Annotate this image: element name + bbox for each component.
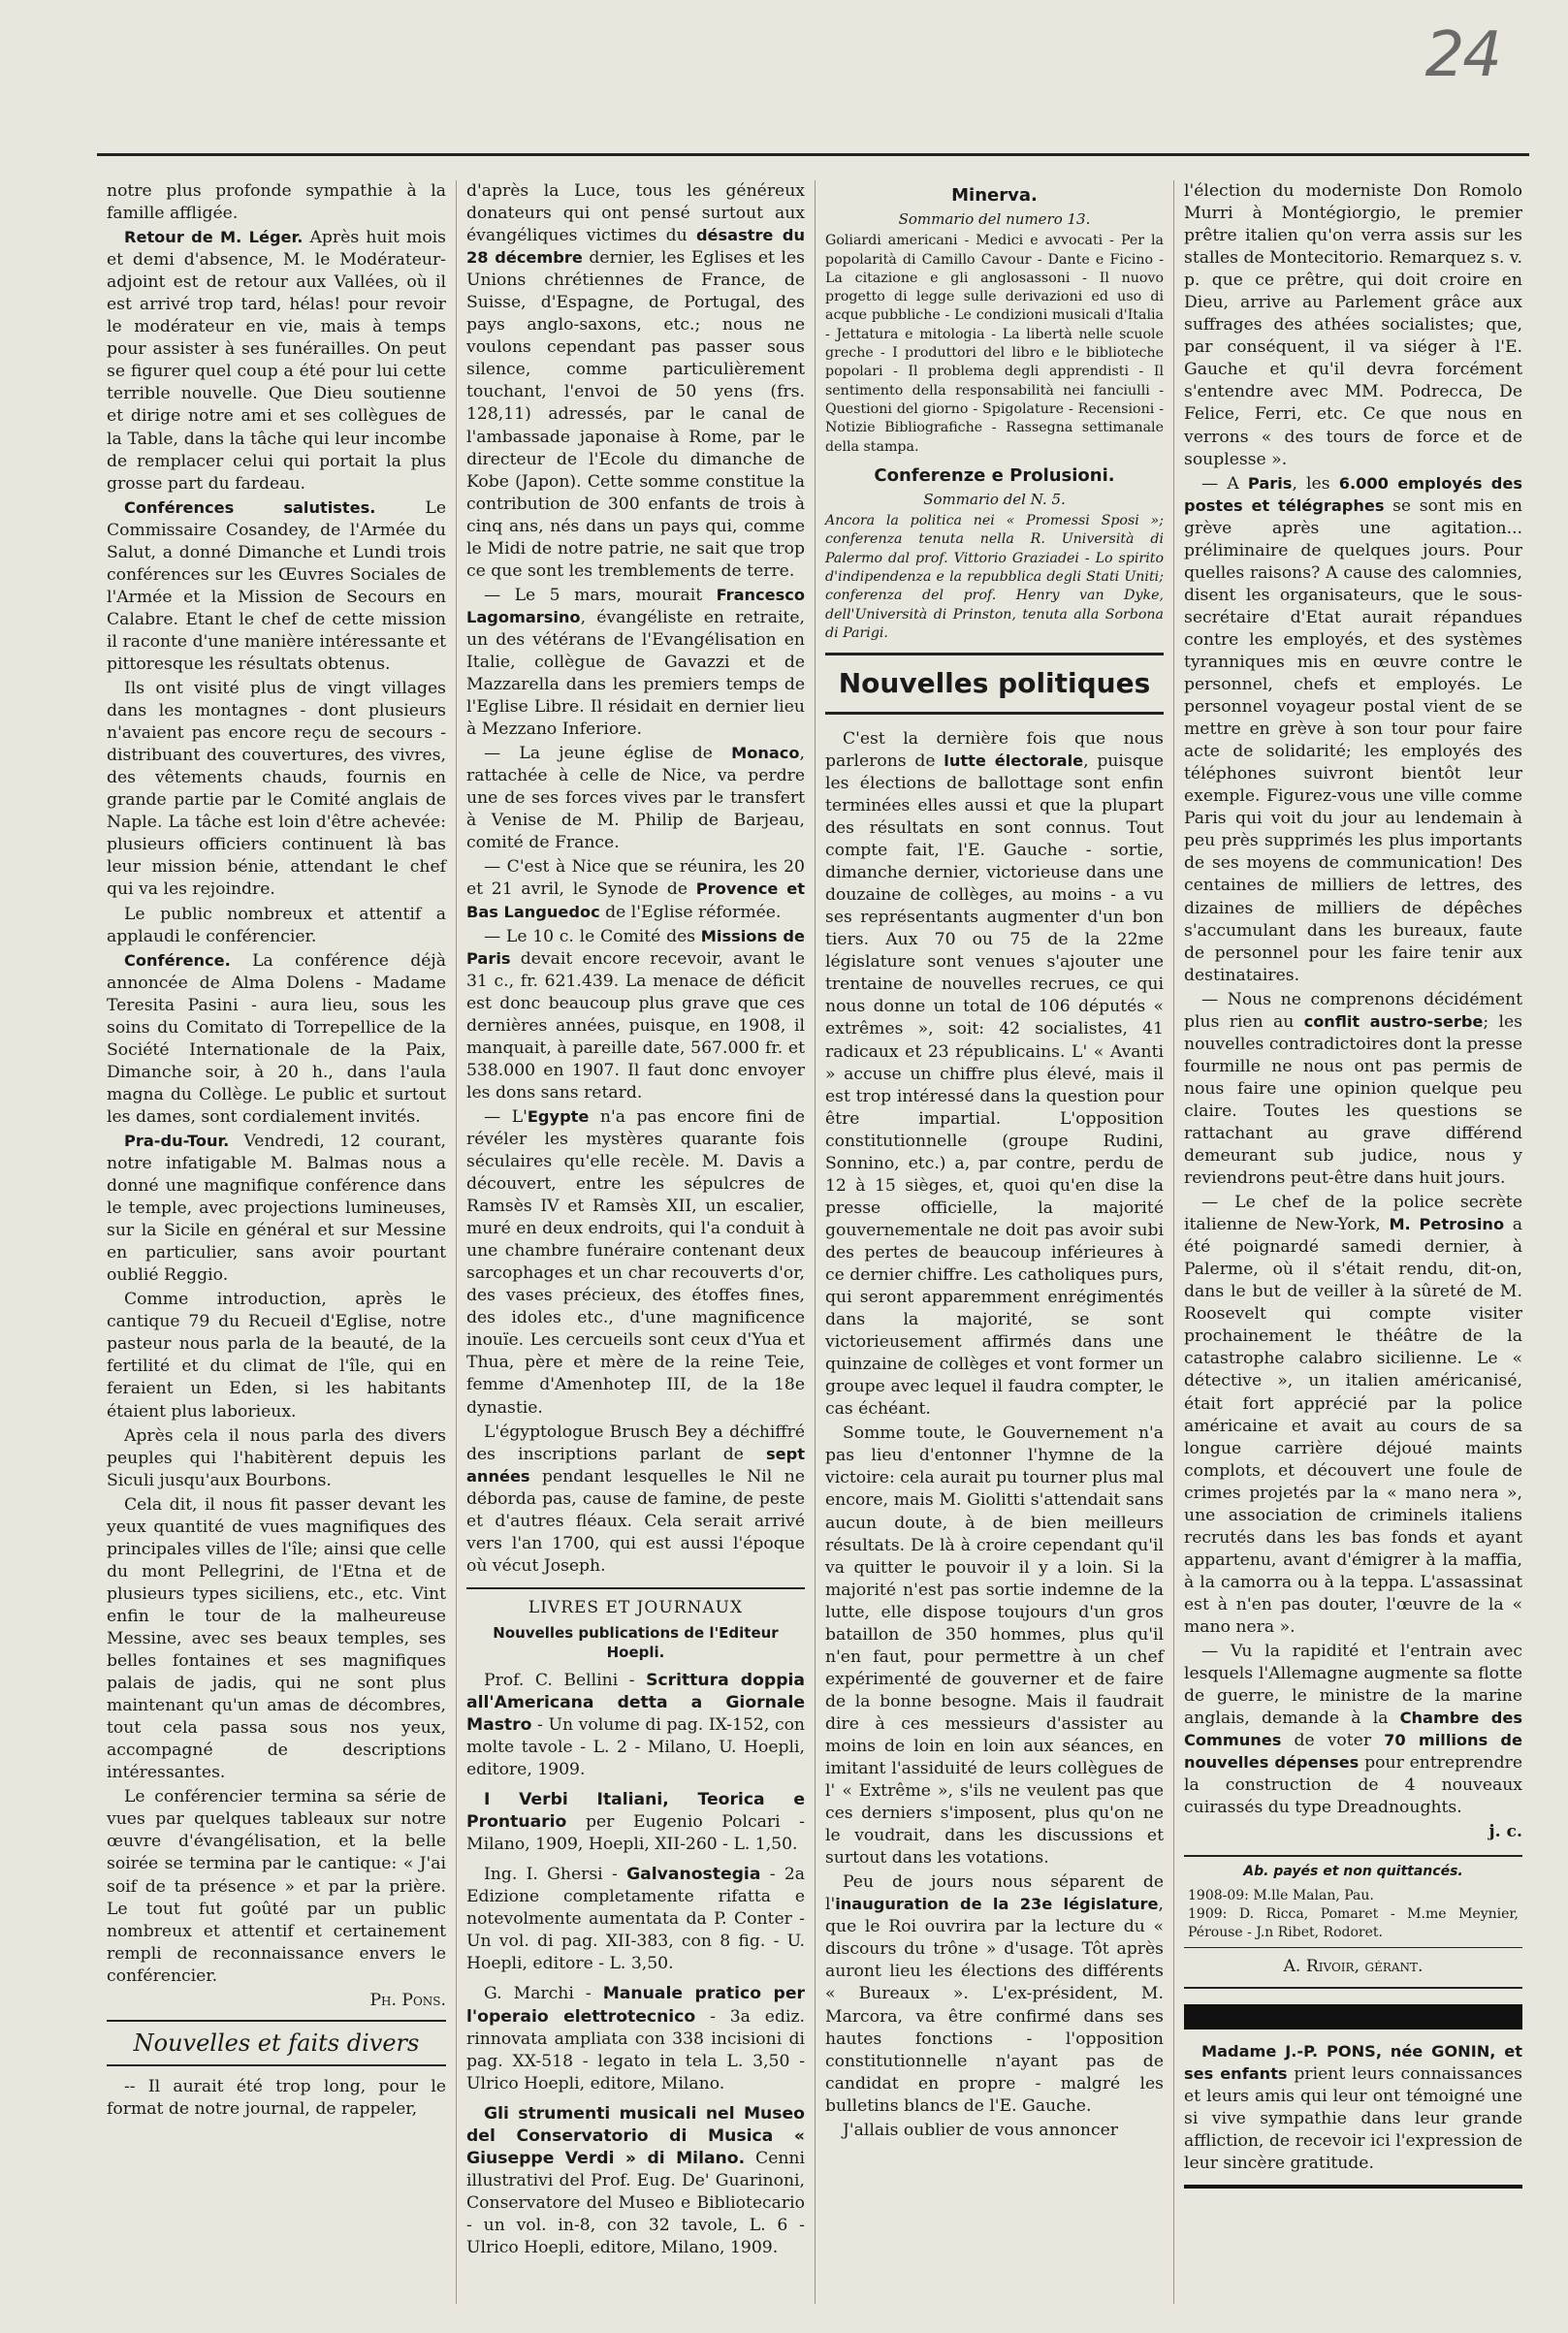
paragraph: [1184, 989, 1522, 1190]
bold-text: Egypte: [527, 1106, 590, 1126]
bold-text: Missions de Paris: [466, 926, 805, 968]
page-columns: [97, 180, 1532, 2304]
book-title: Scrittura doppia all'Americana detta a Giornale Mastro: [466, 1670, 805, 1735]
text: a été poignardé samedi dernier, à Palerme, où il s'était rendu, dit-on, dans le but de veiller à la sûreté de M. Roosevelt qui compte visiter prochainement le théâtre de la catastrophe calabro sicilienne. Le « détective », un italien américanisé, était fort apprécié par la police américaine et avait au cours de sa longue carrière déjoué maints complots, et découvert une foule de crimes projetés par la « mano nera », une association de criminels italiens recrutés dans les bas fonds et ayant appartenu, avant d'émigrer à la maffia, à la camorra ou à la teppa. L'assassinat est à n'en pas douter, l'œuvre de la « mano nera ».: [1184, 1215, 1522, 1637]
paragraph: [466, 585, 805, 741]
paragraph: Ils ont visité plus de vingt villages dans les montagnes - dont plusieurs n'avaient pas encore reçu de secours - distribuant des couvertures, des vivres, des vêtements chauds, fournis en grande partie par le Comité anglais de Naple. La tâche est loin d'être achevée: plusieurs officiers continuent là bas leur mission bénie, attendant le chef qui va les rejoindre.: [107, 679, 446, 900]
text: , les: [1292, 473, 1339, 494]
top-rule: [97, 153, 1529, 156]
book-entry: [466, 1670, 805, 1781]
paragraph: -- Il aurait été trop long, pour le format de notre journal, de rappeler,: [107, 2076, 446, 2119]
bold-text: 70 millions de nouvelles dépenses: [1184, 1731, 1522, 1773]
text: per Eugenio Polcari - Milano, 1909, Hoepli, XII-260 - L. 1,50.: [466, 1812, 805, 1855]
text: — Nous ne comprenons décidément plus rien au: [1184, 989, 1522, 1032]
text: — La jeune église de: [484, 744, 732, 764]
book-entry: [466, 1789, 805, 1856]
text: — Vu la rapidité et l'entrain avec lesquels l'Allemagne augmente sa flotte de guerre, le ministre de la marine anglais, demande à la: [1184, 1642, 1522, 1729]
text: de l'Eglise réformée.: [599, 902, 782, 922]
bold-text: Paris: [1247, 473, 1293, 493]
column-3: [815, 180, 1173, 2304]
paragraph: [466, 1106, 805, 1420]
bold-text: inauguration de la 23e législature: [835, 1895, 1159, 1914]
text: — A: [1201, 473, 1248, 494]
bold-text: désastre du 28 décembre: [466, 226, 805, 268]
mourning-bar: [1184, 2004, 1522, 2029]
text: , rattachée à celle de Nice, va perdre une de ses forces vives par le transfert à Venise de M. Philip de Barjeau, comité de France.: [466, 744, 805, 853]
paragraph: [825, 1871, 1164, 2118]
subscription-line: 1909: D. Ricca, Pomaret - M.me Meynier, Pérouse - J.n Ribet, Rodoret.: [1188, 1905, 1519, 1940]
book-title: Galvanostegia: [626, 1865, 761, 1885]
paragraph: [1184, 1641, 1522, 1819]
text: - Un volume di pag. IX-152, con molte tavole - L. 2 - Milano, U. Hoepli, editore, 1909.: [466, 1714, 805, 1780]
paragraph: Comme introduction, après le cantique 79 du Recueil d'Eglise, notre pasteur nous parla de la beauté, de la fertilité et du climat de l'île, qui en feraient un Eden, si les habitants étaient plus laborieux.: [107, 1290, 446, 1422]
paragraph: [1184, 1192, 1522, 1639]
text: pour entreprendre la construction de 4 nouveaux cuirassés du type Dreadnoughts.: [1184, 1753, 1523, 1818]
text: - 2a Edizione completamente rifatta e notevolmente aumentata da P. Conter - Un vol. di pag. XII-383, con 8 fig. - U. Hoepli, editore - L. 3,50.: [466, 1865, 805, 1974]
paragraph-text: Après huit mois et demi d'absence, M. le Modérateur-adjoint est de retour aux Vallées, où il est arrivé trop tard, hélas! pour revoir le modérateur en vie, mais à temps pour assister à ses funérailles. On peut se figurer quel coup a été pour lui cette terrible nouvelle. Que Dieu soutienne et dirige notre ami et ses collègues de la Table, dans la tâche qui leur incombe de remplacer celui qui portait la plus grosse part du fardeau.: [107, 228, 446, 494]
book-entry: [466, 1983, 805, 2094]
paragraph: notre plus profonde sympathie à la famille affligée.: [107, 181, 446, 224]
bold-text: 6.000 employés des postes et télégraphes: [1184, 473, 1522, 515]
text: se sont mis en grève après une agitation... préliminaire de quelques jours. Pour quelles raisons? A cause des calomnies, disent les organisateurs, que le sous-secrétaire d'Etat aurait répandues contre les employés, et des systèmes tyranniques mis en œuvre contre le personnel, chefs et employés. Le personnel voyageur postal vient de se mettre en grève à son tour pour faire acte de solidarité; les employés des téléphones suivront bientôt leur exemple. Figurez-vous une ville comme Paris qui voit du jour au lendemain à peu près supprimés les plus importants de ses moyens de communication! Des centaines de milliers de lettres, des dizaines de milliers de dépêches s'accumulant dans les bureaux, faute de personnel pour les faire tenir aux destinataires.: [1184, 495, 1522, 985]
bold-text: Monaco: [731, 744, 800, 763]
column-2: [456, 180, 815, 2304]
paragraph: [466, 1422, 805, 1578]
page-number: 24: [1424, 19, 1500, 91]
periodical-contents: Ancora la politica nei « Promessi Sposi »; conferenza tenuta nella R. Università di Palermo dal prof. Vittorio Graziadei - Lo spirito d'indipendenza e la repubblica degli Stati Uniti; conferenza del prof. Henry van Dyke, dell'Università di Prinston, tenuta alla Sorbona di Parigi.: [825, 513, 1164, 642]
text: devait encore recevoir, avant le 31 c., fr. 621.439. La menace de déficit est donc beaucoup plus grave que ces dernières années, puisque, en 1908, il manquait, à pareille date, 567.000 fr. et 538.000 en 1907. Il faut donc envoyer les dons sans retard.: [466, 948, 805, 1103]
paragraph: [466, 180, 805, 583]
section-banner: Nouvelles politiques: [825, 653, 1164, 715]
paragraph: Cela dit, il nous fit passer devant les yeux quantité de vues magnifiques des principales villes de l'île; ainsi que celle du mont Pellegrini, de l'Etna et de plusieurs types siciliens, etc., etc. Vint enfin le tour de la malheureuse Messine, avec ses beaux temples, ses belles fontaines et ses magnifiques palais de jadis, qui ne sont plus maintenant qu'un amas de décombres, tout cela passa sous nos yeux, accompagné de descriptions intéressantes.: [107, 1494, 446, 1783]
paragraph: [466, 926, 805, 1104]
bold-text: lutte électorale: [944, 751, 1084, 770]
column-1: [97, 180, 456, 2304]
paragraph-text: Vendredi, 12 courant, notre infatigable M. Balmas nous a donné une magnifique conférence dans le temple, avec projections lumineuses, sur la Sicile en général et sur Messine en particulier, sans avoir pourtant oublié Reggio.: [107, 1131, 446, 1286]
paragraph: J'allais oublier de vous annoncer: [843, 2120, 1119, 2140]
author-initials: j. c.: [1488, 1822, 1522, 1842]
subscriptions-title: Ab. payés et non quittancés.: [1243, 1864, 1463, 1880]
text: , évangéliste en retraite, un des vétérans de l'Evangélisation en Italie, collègue de Gavazzi et de Mazzarella dans les premiers temps de l'Eglise Libre. Il résidait en dernier lieu à Mezzano Inferiore.: [466, 607, 805, 740]
bold-text: Provence et Bas Languedoc: [466, 879, 805, 921]
text: pendant lesquelles le Nil ne déborda pas, cause de famine, de peste et d'autres fléaux. Cela serait arrivé vers l'an 1700, qui est aussi l'époque où vécut Joseph.: [466, 1466, 805, 1576]
text: , puisque les élections de ballottage sont enfin terminées elles aussi et que la plupart des résultats en sont connus. Tout compte fait, l'E. Gauche - sortie, dimanche dernier, victorieuse dans une douzaine de collèges, au moins - a vu ses représentants augmenter d'un bon tiers. Aux 70 ou 75 de la 22me législature sont venues s'ajouter une trentaine de nouvelles recrues, ce qui nous donne un total de 106 députés « extrêmes », soit: 42 socialistes, 41 radicaux et 23 républicains. L' « Avanti » accuse un chiffre plus élevé, mais il est trop intéressé dans la question pour être impartial. L'opposition constitutionnelle (groupe Rudini, Sonnino, etc.) a, par contre, perdu de 12 à 15 sièges, et, quoi qu'en dise la presse officielle, la majorité gouvernementale ne doit pas avoir subi des pertes de beaucoup inférieures à ce dernier chiffre. Les catholiques purs, qui seront apparemment enrégimentés dans la majorité, se sont victorieusement affirmés dans une quinzaine de collèges et vont former un groupe avec lequel il faudra compter, le cas échéant.: [825, 751, 1164, 1420]
paragraph-text: Le Commissaire Cosandey, de l'Armée du Salut, a donné Dimanche et Lundi trois conférences sur les Œuvres Sociales de l'Armée et la Mission de Secours en Calabre. Etant le chef de cette mission il raconte d'une manière intéressante et pittoresque les résultats obtenus.: [107, 497, 446, 674]
bold-text: Chambre des Communes: [1184, 1709, 1522, 1750]
periodical-subtitle: Sommario del numero 13.: [898, 210, 1091, 229]
run-in-heading: Conférences salutistes.: [124, 497, 376, 517]
bold-text: et ses enfants: [1184, 2041, 1523, 2083]
text: G. Marchi -: [484, 1984, 603, 2004]
book-title: Gli strumenti musicali nel Museo del Conservatorio di Musica « Giuseppe Verdi » di Milano.: [466, 2103, 805, 2168]
paragraph: [825, 728, 1164, 1421]
bold-text: Francesco Lagomarsino: [466, 585, 805, 626]
paragraph: [107, 227, 446, 495]
paragraph: Le conférencier termina sa série de vues par quelques tableaux sur notre œuvre d'évangélisation, et la belle soirée se termina par le cantique: « J'ai soif de ta présence » et par la prière. Le tout fut goûté par un public nombreux et attentif et certainement rempli de reconnaissance envers le conférencier.: [107, 1787, 446, 1986]
book-entry: [466, 1864, 805, 1975]
bold-text: conflit austro-serbe: [1303, 1011, 1484, 1031]
paragraph: [107, 497, 446, 676]
text: Cenni illustrativi del Prof. Eug. De' Guarinoni, Conservatore del Museo e Bibliotecario - un vol. in-8, con 32 tavole, L. 6 - Ulrico Hoepli, editore, Milano, 1909.: [466, 2148, 806, 2257]
books-section-subheading: Nouvelles publications de l'Editeur Hoepli.: [493, 1623, 779, 1661]
bold-text: Madame J.-P. PONS, née GONIN,: [1201, 2041, 1496, 2061]
book-title: Manuale pratico per l'operaio elettrotecnico: [466, 1984, 805, 2027]
periodical-title: Conferenze e Prolusioni.: [874, 464, 1115, 486]
paragraph: Le public nombreux et attentif a applaudi le conférencier.: [107, 904, 446, 946]
text: — Le chef de la police secrète italienne de New-York,: [1184, 1193, 1522, 1235]
paragraph: [107, 1131, 446, 1287]
book-entry: [466, 2103, 805, 2259]
text: Prof. C. Bellini -: [484, 1670, 647, 1690]
book-title: I Verbi Italiani, Teorica e Prontuario: [466, 1790, 805, 1833]
text: dernier, les Eglises et les Unions chrétiennes de France, de Suisse, d'Espagne, de Portugal, des pays anglo-saxons, etc.; nous ne voulons cependant pas passer sous silence, comme particulièrement touchant, l'envoi de 50 yens (frs. 128,11) adressés, par le canal de l'ambassade japonaise à Rome, par le directeur de l'Ecole du dimanche de Kobe (Japon). Cette somme constitue la contribution de 300 enfants de trois à cinq ans, nés dans un pays qui, comme le Midi de notre patrie, ne sait que trop ce que sont les tremblements de terre.: [466, 248, 805, 581]
periodical-contents: Goliardi americani - Medici e avvocati - Per la popolarità di Camillo Cavour - Dante e Ficino - La citazione e gli anglosassoni - Il nuovo progetto di legge sulle derivazioni ed uso di acque pubbliche - Le condizioni musicali d'Italia - Jettatura e mitologia - La libertà nelle scuole greche - I produttori del libro e le biblioteche popolari - Il problema degli apprendisti - Il sentimento della responsabilità nei fanciulli - Questioni del giorno - Spigolature - Recensioni - Notizie Bibliografiche - Rassegna settimanale della stampa.: [825, 233, 1164, 455]
periodical-subtitle: Sommario del N. 5.: [923, 491, 1066, 509]
text: , que le Roi ouvrira par la lecture du « discours du trône » d'usage. Tôt après auront lieu les élections des différents « Bureaux ». L'ex-président, M. Marcora, va être confirmé dans ses hautes fonctions - l'opposition constitutionnelle n'ayant pas de candidat en propre - malgré les bulletins blancs de l'E. Gauche.: [825, 1895, 1164, 2116]
text: — Le 5 mars, mourait: [484, 585, 717, 605]
text: — L': [484, 1106, 528, 1127]
bold-text: M. Petrosino: [1389, 1215, 1505, 1234]
bold-text: sept années: [466, 1444, 805, 1486]
manager-line: A. Rivoir, gérant.: [1184, 1948, 1522, 1988]
text: L'égyptologue Brusch Bey a déchiffré des inscriptions parlant de: [466, 1422, 805, 1464]
paragraph: [466, 743, 805, 854]
paragraph: Somme toute, le Gouvernement n'a pas lieu d'entonner l'hymne de la victoire: cela aurait pu tourner plus mal encore, mais M. Giolitti s'attendait sans aucun doute, à de bien meilleurs résultats. De là à croire cependant qu'il va quitter le pouvoir il y a loin. Si la majorité n'est pas sortie indemne de la lutte, elle dispose toujours d'un gros bataillon de 350 hommes, plus qu'il n'en faut, pour permettre à un chef expérimenté de gouverner et de faire de la bonne besogne. Mais il faudrait dire à ces messieurs d'assister au moins de loin en loin aux séances, en imitant l'assiduité de leurs collègues de l' « Extrême », s'ils ne veulent pas que ces derniers s'imposent, plus qu'on ne le voudrait, dans les discussions et surtout dans les votations.: [825, 1423, 1164, 1869]
run-in-heading: Conférence.: [124, 950, 231, 970]
text: — Le 10 c. le Comité des: [484, 926, 701, 946]
paragraph: l'élection du moderniste Don Romolo Murri à Montégiorgio, le premier prêtre italien qu'on verra assis sur les stalles de Montecitorio. Remarquez s. v. p. que ce prêtre, qui doit croire en Dieu, arrive au Parlement grâce aux suffrages des athées socialistes; que, par conséquent, il va siéger à l'E. Gauche et qu'il devra forcément s'entendre avec MM. Podrecca, De Felice, Ferri, etc. Ce que nous en verrons « des tours de force et de souplesse ».: [1184, 181, 1522, 469]
subscription-line: 1908-09: M.lle Malan, Pau.: [1188, 1888, 1374, 1904]
text: prient leurs connaissances et leurs amis qui leur ont témoigné une si vive sympathie dans leur grande affliction, de recevoir ici l'expression de leur sincère gratitude.: [1184, 2063, 1522, 2173]
paragraph: [1184, 473, 1522, 987]
run-in-heading: Pra-du-Tour.: [124, 1131, 230, 1150]
text: d'après la Luce, tous les généreux donateurs qui ont pensé surtout aux évangéliques victimes du: [466, 181, 805, 246]
column-4: [1173, 180, 1532, 2304]
text: C'est la dernière fois que nous parlerons de: [825, 728, 1164, 771]
paragraph: [107, 950, 446, 1129]
paragraph-text: La conférence déjà annoncée de Alma Dolens - Madame Teresita Pasini - aura lieu, sous les soins du Comitato di Torrepellice de la Société Internationale de la Paix, Dimanche soir, à 20 h., dans l'aula magna du Collège. Le public et surtout les dames, sont cordialement invités.: [107, 950, 446, 1127]
books-section-heading: LIVRES ET JOURNAUX: [466, 1587, 805, 1619]
text: de voter: [1281, 1731, 1385, 1751]
text: Ing. I. Ghersi -: [484, 1865, 627, 1885]
signature: Ph. Pons.: [369, 1990, 446, 2010]
paragraph: [466, 856, 805, 923]
text: - 3a ediz. rinnovata ampliata con 338 incisioni di pag. XX-518 - legato in tela L. 3,50 - Ulrico Hoepli, editore, Milano.: [466, 2006, 805, 2093]
text: Peu de jours nous séparent de l': [825, 1872, 1164, 1915]
section-heading: Nouvelles et faits divers: [107, 2020, 446, 2066]
periodical-title: Minerva.: [951, 185, 1038, 206]
text: ; les nouvelles contradictoires dont la presse fourmille ne nous ont pas permis de nous faire une opinion quelque peu claire. Toutes les questions se rattachant au grave différend demeurant sub judice, nous y reviendrons peut-être dans huit jours.: [1184, 1011, 1522, 1189]
text: n'a pas encore fini de révéler les mystères quarante fois séculaires qu'elle recèle. M. Davis a découvert, entre les sépulcres de Ramsès IV et Ramsès XII, un escalier, muré en deux endroits, qui l'a conduit à une chambre funéraire contenant deux sarcophages et un char recouverts d'or, des vases précieux, des étoffes fines, des idoles etc., d'une magnificence inouïe. Les cercueils sont ceux d'Yua et Thua, père et mère de la reine Teie, femme d'Amenhotep III, de la 18e dynastie.: [466, 1106, 805, 1418]
run-in-heading: Retour de M. Léger.: [124, 228, 304, 247]
text: — C'est à Nice que se réunira, les 20 et 21 avril, le Synode de: [466, 857, 805, 900]
mourning-notice: [1184, 2041, 1522, 2189]
subscriptions-box: [1184, 1855, 1522, 1948]
paragraph: Après cela il nous parla des divers peuples qui l'habitèrent depuis les Siculi jusqu'aux Bourbons.: [107, 1425, 446, 1490]
